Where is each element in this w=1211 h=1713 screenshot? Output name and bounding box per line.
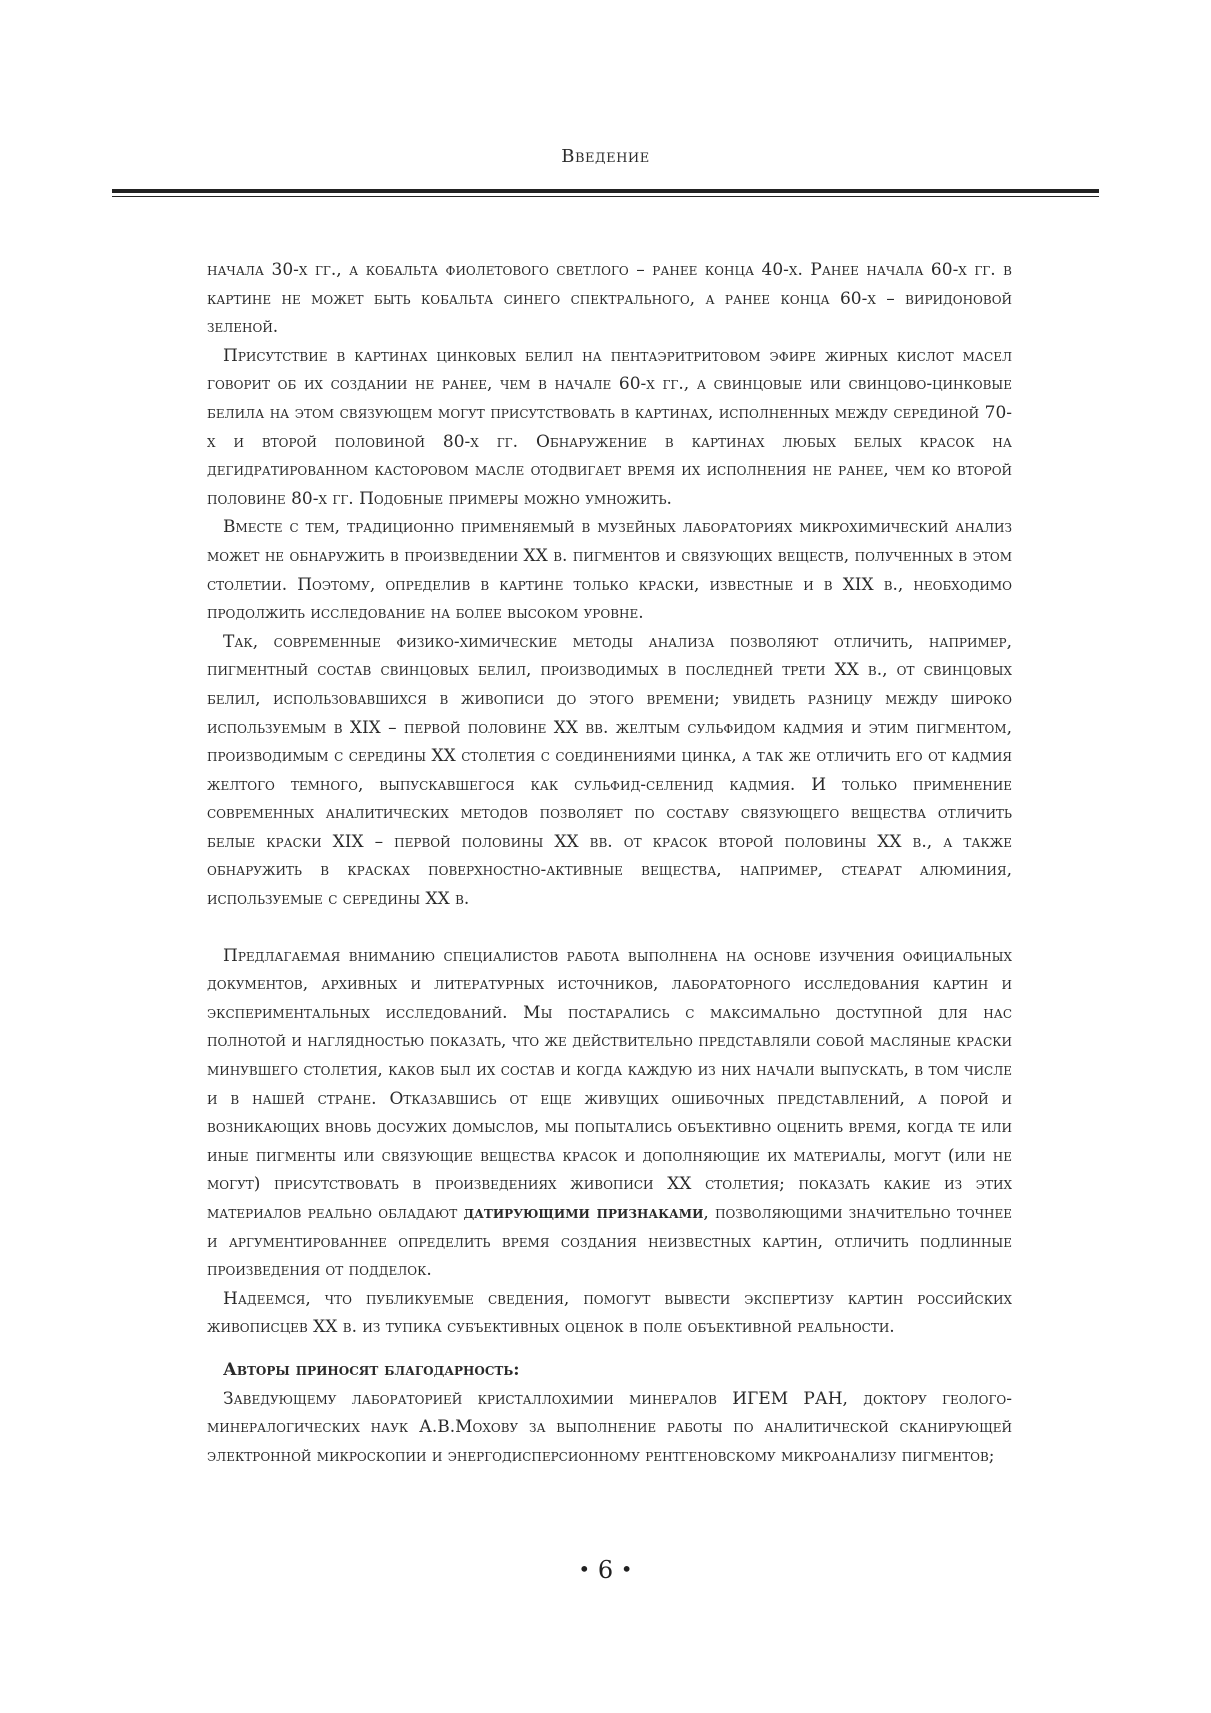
paragraph-4: Так, современные физико-химические методы анализа позволяют отличить, например, пигментный состав свинцовых белил, производимых в последней трети XX в., от свинцовых белил, использовавшихся в живописи до этого времени; увидеть разницу между широко используемым в XIX – первой половине XX вв. желтым сульфидом кадмия и этим пигментом, производимым с середины XX столетия с соединениями цинка, а так же отличить его от кадмия желтого темного, выпускавшегося как сульфид-селенид кадмия. И только применение современных аналитических методов позволяет по составу связующего вещества отличить белые краски XIX – первой половины XX вв. от красок второй половины XX в., а также обнаружить в красках поверхностно-активные вещества, например, стеарат алюминия, используемые с середины XX в. (207, 631, 1012, 910)
running-head-title: Введение (561, 146, 650, 167)
paragraph-2: Присутствие в картинах цинковых белил на пентаэритритовом эфире жирных кислот масел говорит об их создании не ранее, чем в начале 60-х гг., а свинцовые или свинцово-цинковые белила на этом связующем могут присутствовать в картинах, исполненных между серединой 70-х и второй половиной 80-х гг. Обнаружение в картинах любых белых красок на дегидратированном касторовом масле отодвигает время их исполнения не ранее, чем ко второй половине 80-х гг. Подобные примеры можно умножить. (207, 345, 1012, 509)
paragraph-7: Заведующему лабораторией кристаллохимии минералов ИГЕМ РАН, доктору геолого-минералогических наук А.В.Мохову за выполнение работы по аналитической сканирующей электронной микроскопии и энергодисперсионному рентгеновскому микроанализу пигментов; (207, 1388, 1012, 1466)
page-number (0, 1556, 1211, 1584)
page-number-dot-left: • (578, 1557, 591, 1581)
paragraph-1: начала 30-х гг., а кобальта фиолетового светлого – ранее конца 40-х. Ранее начала 60-х гг. в картине не может быть кобальта синего спектрального, а ранее конца 60-х – виридоновой зеленой. (207, 260, 1012, 338)
page-body (207, 256, 1012, 1470)
page-number-value: 6 (597, 1556, 614, 1584)
page-number-dot-right: • (620, 1557, 633, 1581)
paragraph-5-text-before: Предлагаемая вниманию специалистов работа выполнена на основе изучения официальных документов, архивных и литературных источников, лабораторного исследования картин и экспериментальных исследований. Мы постарались с максимально доступной для нас полнотой и наглядностью показать, что же действительно представляли собой масляные краски минувшего столетия, каков был их состав и когда каждую из них начали выпускать, в том числе и в нашей стране. Отказавшись от еще живущих ошибочных представлений, а порой и возникающих вновь досужих домыслов, мы попытались объективно оценить время, когда те или иные пигменты или связующие вещества красок и дополняющие их материалы, могут (или не могут) присутствовать в произведениях живописи XX столетия; показать какие из этих материалов реально обладают (207, 945, 1012, 1223)
paragraph-5-bold-term: датирующими признаками (463, 1203, 704, 1223)
header-rule-thin (112, 196, 1099, 197)
paragraph-5 (207, 942, 1012, 1285)
header-rule-thick (112, 189, 1099, 193)
acknowledgements-heading: Авторы приносят благодарность: (223, 1359, 520, 1380)
paragraph-6: Надеемся, что публикуемые сведения, помогут вывести экспертизу картин российских живописцев XX в. из тупика субъективных оценок в поле объективной реальности. (207, 1288, 1012, 1338)
paragraph-3: Вместе с тем, традиционно применяемый в музейных лабораториях микрохимический анализ может не обнаружить в произведении XX в. пигментов и связующих веществ, полученных в этом столетии. Поэтому, определив в картине только краски, известные и в XIX в., необходимо продолжить исследование на более высоком уровне. (207, 517, 1012, 624)
paragraph-5-text-after: , позволяющими значительно точнее и аргументированнее определить время создания неизвестных картин, отличить подлинные произведения от подделок. (207, 1203, 1012, 1281)
